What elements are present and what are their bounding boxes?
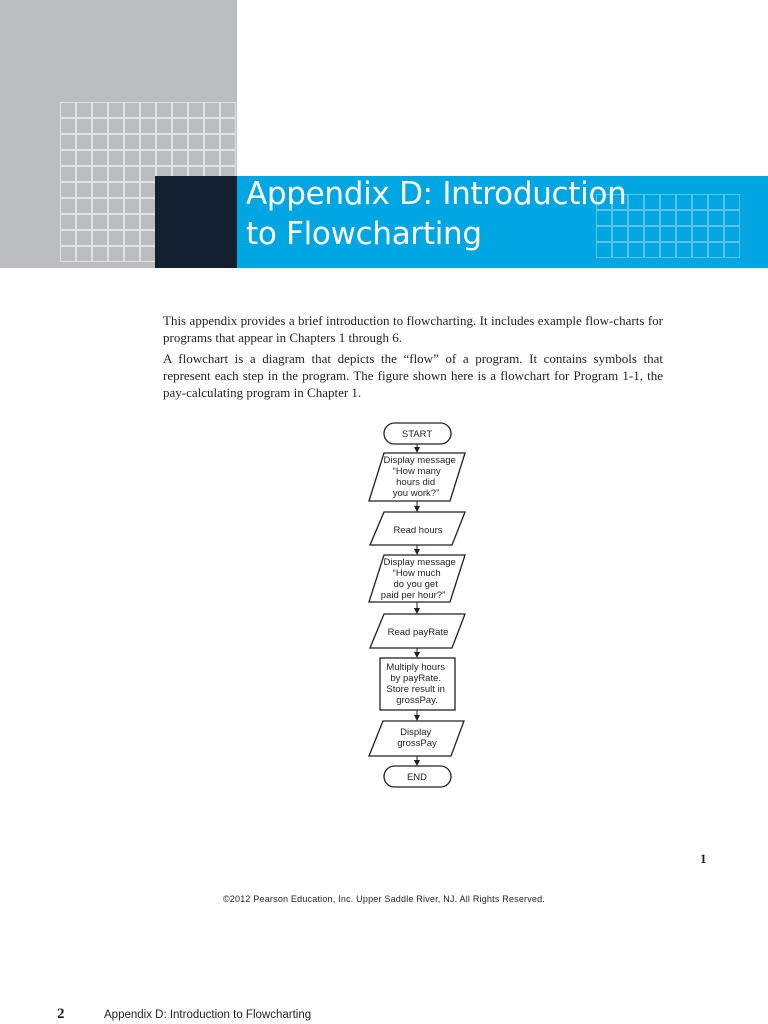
step5-line: by payRate. [390, 673, 442, 684]
page-title [246, 174, 626, 254]
flowchart-step-read-payrate [370, 614, 465, 648]
decorative-square [676, 226, 692, 242]
decorative-square [156, 118, 172, 134]
footer-running-title: Appendix D: Introduction to Flowcharting [104, 1009, 312, 1021]
page-number: 1 [700, 851, 707, 866]
decorative-square [76, 198, 92, 214]
decorative-square [92, 102, 108, 118]
decorative-square [628, 226, 644, 242]
decorative-square [108, 198, 124, 214]
decorative-square [660, 226, 676, 242]
decorative-square [76, 182, 92, 198]
decorative-square [76, 150, 92, 166]
decorative-square [188, 134, 204, 150]
decorative-square [60, 214, 76, 230]
decorative-square [92, 246, 108, 262]
step5-line: grossPay. [396, 695, 438, 706]
step2-label: Read hours [393, 525, 443, 536]
decorative-square [92, 198, 108, 214]
decorative-square [76, 102, 92, 118]
decorative-square [108, 102, 124, 118]
decorative-square [676, 210, 692, 226]
step6-line: Display [400, 727, 432, 738]
start-label: START [401, 429, 433, 440]
decorative-square [676, 242, 692, 258]
decorative-square [140, 214, 156, 230]
decorative-square [76, 166, 92, 182]
decorative-square [124, 150, 140, 166]
decorative-square [644, 194, 660, 210]
step6-line: grossPay [397, 738, 437, 749]
decorative-square [660, 194, 676, 210]
decorative-square [628, 210, 644, 226]
decorative-square [60, 182, 76, 198]
decorative-square [156, 134, 172, 150]
step4-label: Read payRate [387, 627, 449, 638]
decorative-square [124, 198, 140, 214]
decorative-square [60, 166, 76, 182]
page-title-line-2: to Flowcharting [246, 216, 482, 252]
flowchart-step-process-grosspay [380, 658, 455, 710]
decorative-square [124, 214, 140, 230]
decorative-square [188, 102, 204, 118]
step3-line: paid per hour?” [380, 590, 446, 601]
step5-line: Store result in [386, 684, 445, 695]
decorative-square [140, 198, 156, 214]
step3-line: Display message [383, 557, 456, 568]
decorative-square [108, 246, 124, 262]
decorative-square [140, 118, 156, 134]
decorative-square [204, 134, 220, 150]
decorative-square [92, 118, 108, 134]
decorative-square [172, 102, 188, 118]
decorative-square [124, 182, 140, 198]
decorative-square [220, 118, 236, 134]
decorative-square [140, 182, 156, 198]
flowchart-step-display-hours-prompt [369, 453, 465, 501]
decorative-square [220, 150, 236, 166]
decorative-square [92, 214, 108, 230]
decorative-square [108, 134, 124, 150]
decorative-square [172, 118, 188, 134]
decorative-square [76, 230, 92, 246]
footer-page-number: 2 [57, 1006, 65, 1022]
decorative-square [708, 242, 724, 258]
decorative-square [124, 102, 140, 118]
flowchart-description-paragraph: A flowchart is a diagram that depicts the “flow” of a program. It contains symbols that represent each step in the program. The figure shown here is a flowchart for Program 1-1, the pay-calculating program in Chapter 1. [163, 351, 663, 400]
decorative-square [76, 118, 92, 134]
decorative-square [60, 118, 76, 134]
flowchart-start-terminal [384, 423, 451, 444]
decorative-square [724, 242, 740, 258]
decorative-square [124, 230, 140, 246]
decorative-square [156, 102, 172, 118]
decorative-square [108, 230, 124, 246]
decorative-square [188, 150, 204, 166]
step1-line: Display message [383, 455, 456, 466]
end-label: END [406, 772, 428, 783]
decorative-square [188, 118, 204, 134]
decorative-square [692, 194, 708, 210]
decorative-square [140, 102, 156, 118]
step1-line: you work?” [392, 488, 440, 499]
decorative-square [628, 194, 644, 210]
decorative-square [204, 150, 220, 166]
decorative-square [644, 226, 660, 242]
decorative-square [140, 166, 156, 182]
decorative-square [724, 194, 740, 210]
decorative-square [660, 242, 676, 258]
decorative-square [108, 214, 124, 230]
decorative-square [724, 210, 740, 226]
decorative-square [108, 118, 124, 134]
decorative-square [628, 242, 644, 258]
decorative-square [60, 230, 76, 246]
decorative-square [724, 226, 740, 242]
decorative-square [692, 226, 708, 242]
decorative-square [108, 150, 124, 166]
step5-line: Multiply hours [386, 662, 445, 673]
decorative-square [92, 166, 108, 182]
decorative-square [220, 102, 236, 118]
decorative-square [172, 134, 188, 150]
step3-line: do you get [393, 579, 438, 590]
decorative-square [60, 246, 76, 262]
decorative-square [140, 150, 156, 166]
page-title-line-1: Appendix D: Introduction [246, 176, 627, 212]
decorative-square [60, 134, 76, 150]
decorative-square [60, 198, 76, 214]
decorative-square [76, 134, 92, 150]
decorative-square [124, 246, 140, 262]
decorative-square [76, 246, 92, 262]
intro-paragraph: This appendix provides a brief introduction to flowcharting. It includes example flow-charts for programs that appear in Chapters 1 through 6. [163, 313, 663, 345]
decorative-square [140, 230, 156, 246]
decorative-square [172, 150, 188, 166]
flowchart-step-display-grosspay [369, 721, 464, 756]
step1-line: hours did [396, 477, 436, 488]
decorative-square [676, 194, 692, 210]
decorative-square [140, 246, 156, 262]
flowchart-end-terminal [384, 766, 451, 787]
decorative-square [124, 166, 140, 182]
step1-line: “How many [392, 466, 441, 477]
decorative-square [92, 134, 108, 150]
decorative-square [108, 182, 124, 198]
decorative-square [92, 230, 108, 246]
decorative-square [204, 102, 220, 118]
decorative-square [220, 134, 236, 150]
decorative-square [644, 242, 660, 258]
decorative-square [92, 150, 108, 166]
decorative-square [660, 210, 676, 226]
decorative-square [60, 102, 76, 118]
step6-label [397, 727, 437, 749]
decorative-square [124, 118, 140, 134]
decorative-square [140, 134, 156, 150]
header-navy-block [155, 176, 237, 268]
decorative-square [708, 226, 724, 242]
decorative-square [124, 134, 140, 150]
decorative-square [204, 118, 220, 134]
flowchart-step-read-hours [370, 512, 465, 545]
decorative-square [708, 210, 724, 226]
decorative-square [692, 210, 708, 226]
decorative-square [156, 150, 172, 166]
decorative-square [108, 166, 124, 182]
flowchart-step-display-payrate-prompt [369, 555, 465, 602]
decorative-square [692, 242, 708, 258]
step3-line: “How much [392, 568, 441, 579]
decorative-square [644, 210, 660, 226]
decorative-square [60, 150, 76, 166]
decorative-square [92, 182, 108, 198]
decorative-square [708, 194, 724, 210]
copyright-notice: ©2012 Pearson Education, Inc. Upper Saddle River, NJ. All Rights Reserved. [222, 894, 546, 904]
decorative-square [76, 214, 92, 230]
